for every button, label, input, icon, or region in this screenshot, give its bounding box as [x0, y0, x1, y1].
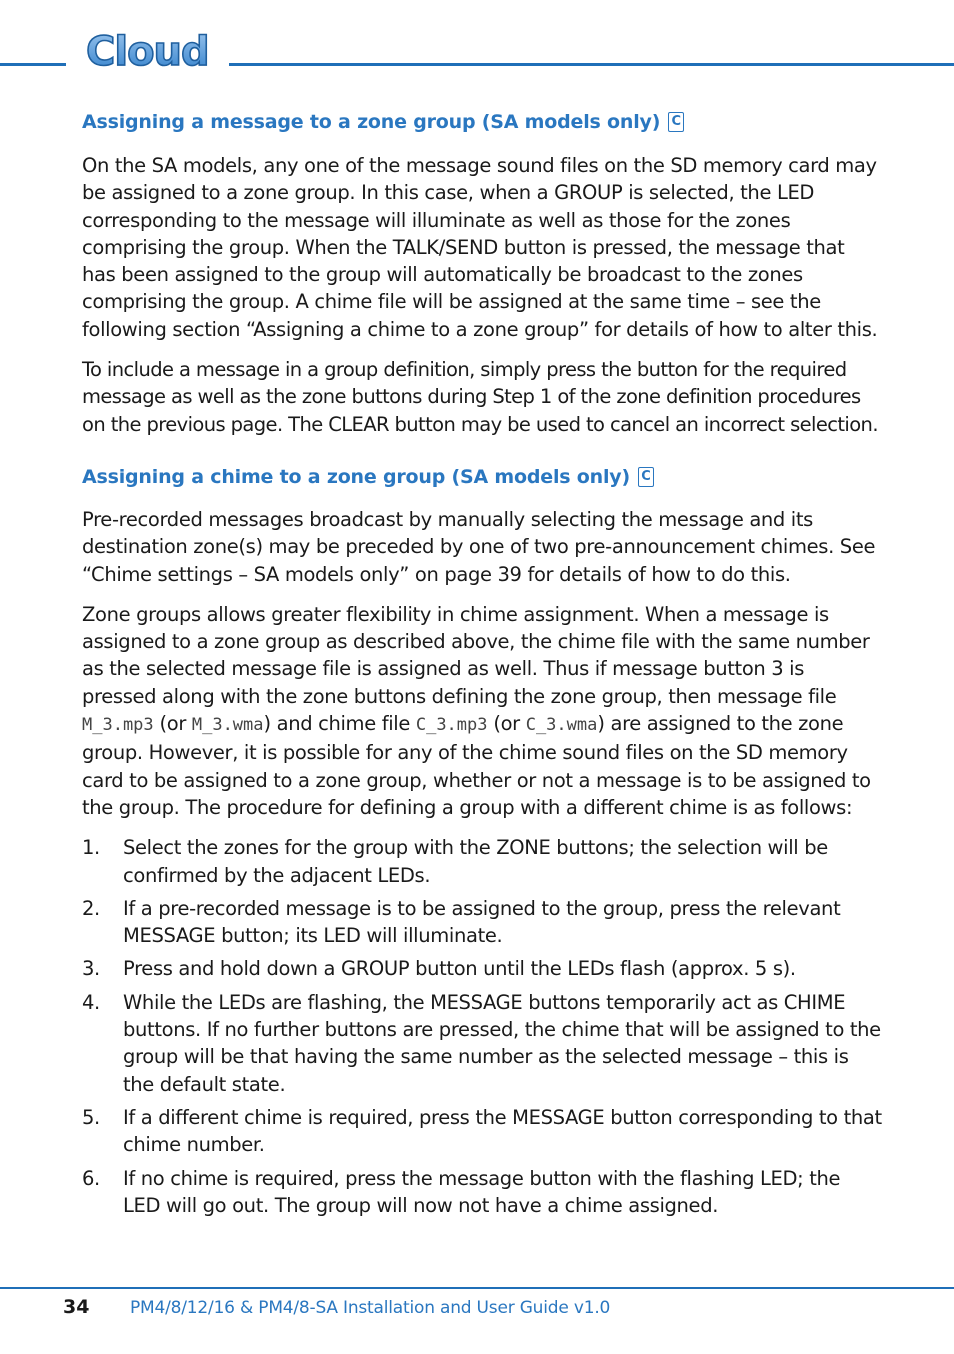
step-number: 2. [82, 896, 100, 920]
footer-rule [0, 1287, 954, 1289]
header-rule-right [229, 63, 954, 66]
filename: M_3.wma [191, 715, 264, 736]
heading-text: Assigning a message to a zone group (SA models only) [82, 111, 661, 133]
paragraph: Pre-recorded messages broadcast by manually selecting the message and its destination zone(s) may be preceded by one of two pre-announcement chimes. See “Chime settings – SA models only” on page 39 for details of how to do this. [82, 507, 876, 586]
guide-title: PM4/8/12/16 & PM4/8-SA Installation and User Guide v1.0 [130, 1298, 611, 1318]
control-c-icon [668, 112, 684, 132]
paragraph [82, 601, 882, 821]
paragraph: To include a message in a group definition, simply press the button for the required message as well as the zone buttons during Step 1 of the zone definition procedures on the previous page. The CLEAR button may be used to cancel an incorrect selection. [82, 358, 878, 436]
control-c-icon [638, 467, 654, 487]
list-item [82, 989, 882, 1098]
section-heading-message-group [82, 110, 882, 134]
page-content [82, 110, 882, 1219]
cloud-logo [82, 28, 218, 74]
list-item [82, 834, 882, 889]
step-text: While the LEDs are flashing, the MESSAGE buttons temporarily act as CHIME buttons. If no further buttons are pressed, the chime that will be assigned to the group will be that having the same number as the selected message – this is the default state. [123, 990, 881, 1096]
text-run: (or [153, 712, 192, 736]
step-number: 1. [82, 836, 100, 860]
filename: C_3.mp3 [415, 715, 488, 736]
step-number: 5. [82, 1105, 100, 1129]
step-text: If a pre-recorded message is to be assigned to the group, press the relevant MESSAGE button; its LED will illuminate. [123, 896, 841, 948]
text-run: Zone groups allows greater flexibility in chime assignment. When a message is assigned to a zone group as described above, the chime file with the same number as the selected message file is assigned as well. Thus if message button 3 is pressed along with the zone buttons defining the zone group, then message file [82, 602, 870, 708]
text-run: ) and chime file [263, 712, 416, 736]
step-number: 3. [82, 957, 100, 981]
filename: M_3.mp3 [82, 715, 154, 736]
step-number: 6. [82, 1166, 100, 1190]
list-item [82, 955, 882, 982]
step-number: 4. [82, 990, 100, 1014]
procedure-steps [82, 834, 882, 1219]
header-rule-left [0, 63, 66, 66]
step-text: Select the zones for the group with the ZONE buttons; the selection will be confirmed by the adjacent LEDs. [123, 836, 828, 887]
paragraph: On the SA models, any one of the message sound files on the SD memory card may be assigned to a zone group. In this case, when a GROUP is selected, the LED corresponding to the message will illuminate as well as those for the zones comprising the group. When the TALK/SEND button is pressed, the message that has been assigned to the group will automatically be broadcast to the zones comprising the group. A chime file will be assigned at the same time – see the following section “Assigning a chime to a zone group” for details of how to alter this. [82, 154, 878, 341]
step-text: Press and hold down a GROUP button until the LEDs flash (approx. 5 s). [123, 957, 796, 981]
step-text: If no chime is required, press the message button with the flashing LED; the LED will go out. The group will now not have a chime assigned. [123, 1166, 841, 1217]
list-item [82, 1165, 882, 1220]
text-run: ) are assigned to the zone group. However, it is possible for any of the chime sound files on the SD memory card to be assigned to a zone group, whether or not a message is to be assigned to the group. The procedure for defining a group with a different chime is as follows: [82, 712, 871, 819]
list-item [82, 895, 882, 950]
svg-text:Cloud: Cloud [86, 29, 209, 74]
page-number: 34 [63, 1296, 90, 1318]
section-heading-chime-group [82, 465, 882, 489]
step-text: If a different chime is required, press the MESSAGE button corresponding to that chime number. [123, 1105, 882, 1157]
text-run: (or [487, 712, 526, 736]
filename: C_3.wma [525, 715, 598, 736]
heading-text: Assigning a chime to a zone group (SA models only) [82, 465, 630, 488]
list-item [82, 1104, 882, 1159]
